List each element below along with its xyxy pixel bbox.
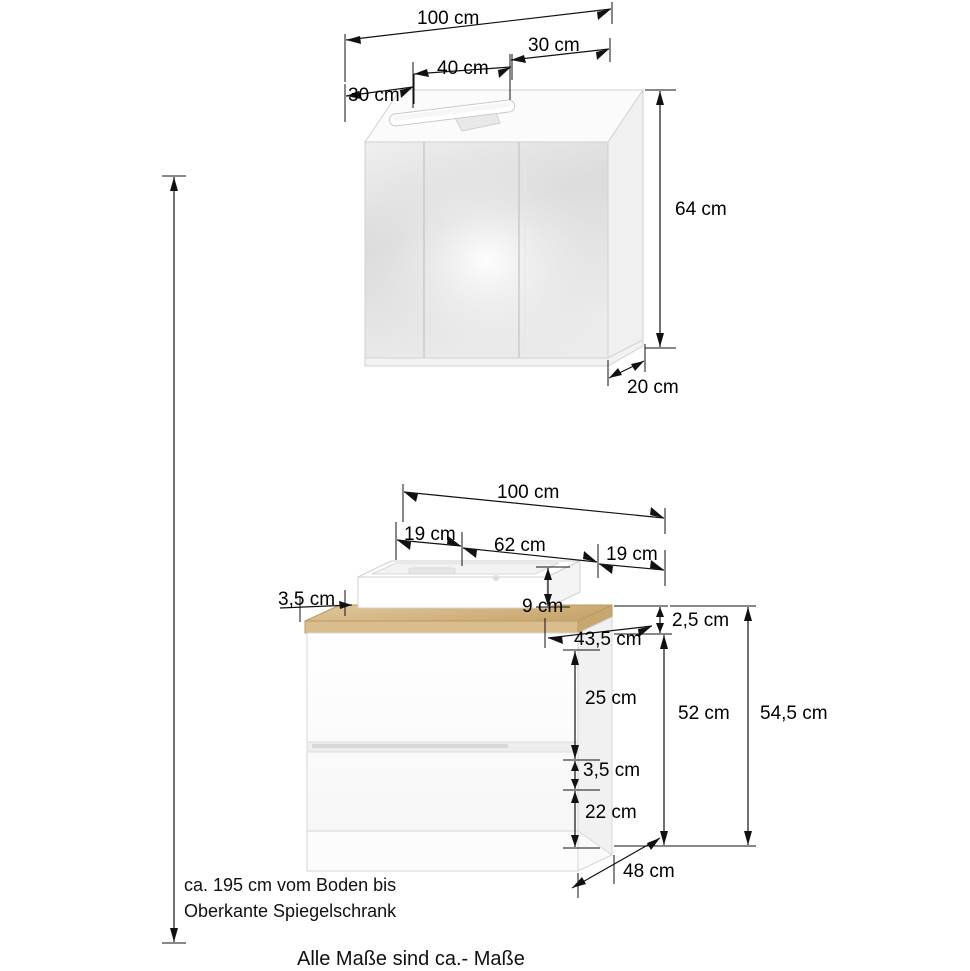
label-vanity-depth: 48 cm [623, 861, 675, 882]
general-measurement-note: Alle Maße sind ca.- Maße [297, 948, 525, 970]
label-mirror-depth: 20 cm [627, 377, 679, 398]
label-vanity-basin-width: 62 cm [494, 535, 546, 556]
label-basin-height: 9 cm [522, 596, 564, 617]
label-drawer-upper-height: 25 cm [585, 688, 637, 709]
label-vanity-right-side-width: 19 cm [606, 544, 658, 565]
label-worktop-thickness: 2,5 cm [672, 610, 730, 631]
label-cabinet-height: 52 cm [678, 703, 730, 724]
floor-note-line-2: Oberkante Spiegelschrank [184, 901, 397, 921]
label-mirror-height: 64 cm [675, 199, 727, 220]
label-mirror-door-middle-width: 40 cm [437, 58, 489, 79]
label-vanity-depth-top: 43,5 cm [574, 629, 642, 650]
label-vanity-left-side-width: 19 cm [404, 524, 456, 545]
label-drawer-gap-height: 3,5 cm [583, 760, 641, 781]
label-total-height: 54,5 cm [760, 703, 828, 724]
label-drawer-lower-height: 22 cm [585, 802, 637, 823]
label-vanity-top-thickness: 3,5 cm [278, 589, 336, 610]
label-mirror-door-right-width: 30 cm [528, 35, 580, 56]
label-mirror-total-width: 100 cm [417, 8, 480, 29]
floor-note-line-1: ca. 195 cm vom Boden bis [184, 875, 397, 895]
label-mirror-door-left-width: 30 cm [348, 85, 400, 106]
label-vanity-total-width: 100 cm [497, 482, 560, 503]
